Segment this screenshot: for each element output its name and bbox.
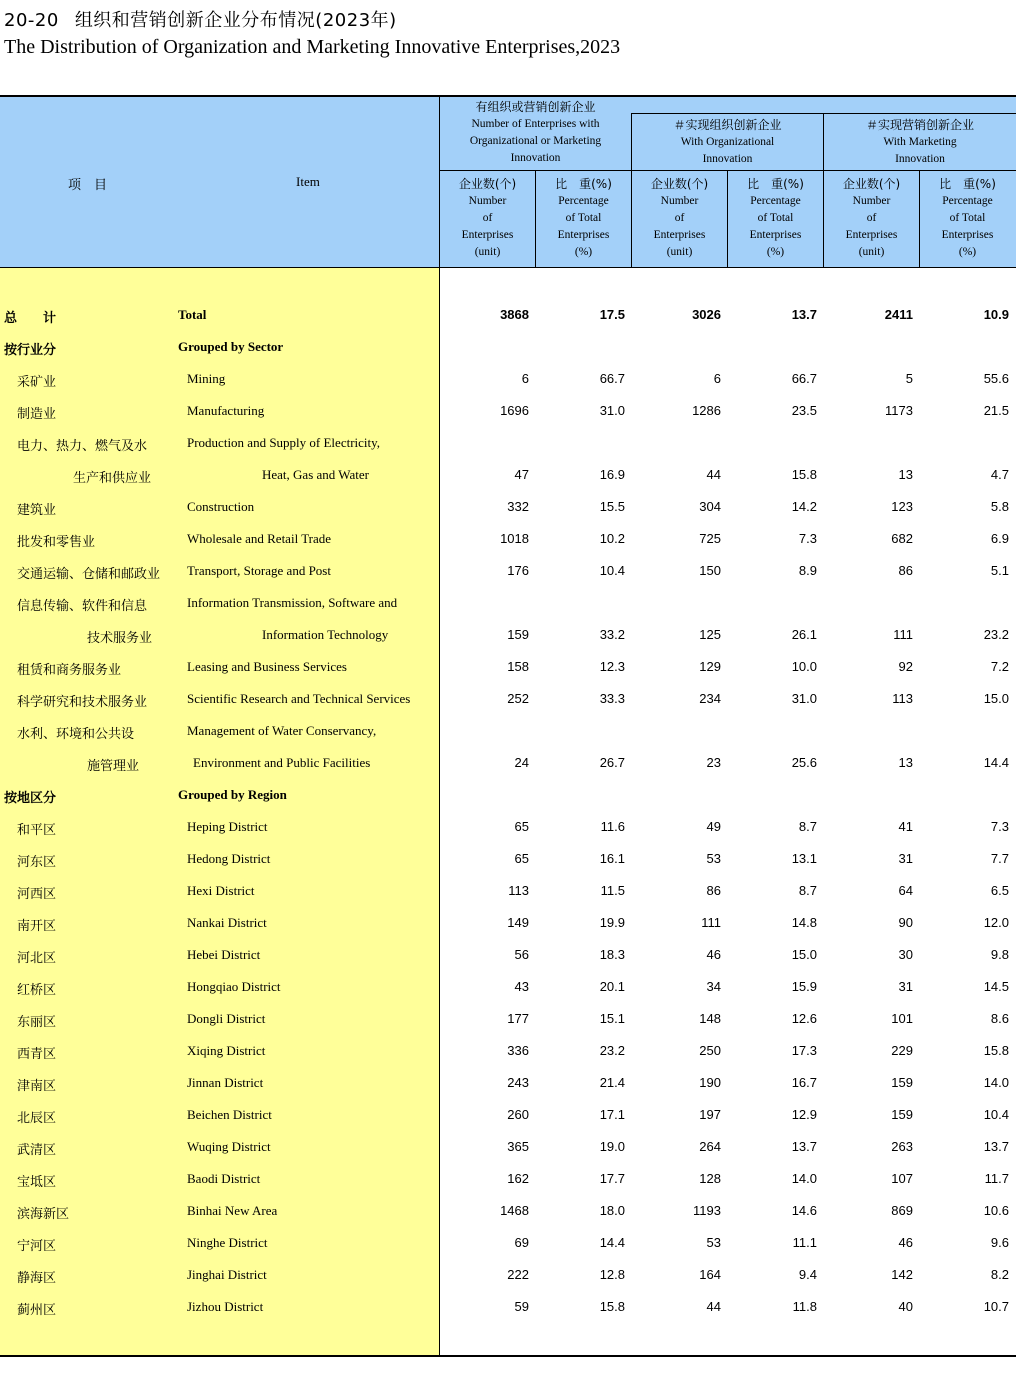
- cell-count: 31: [898, 979, 913, 994]
- cell-count: 56: [514, 947, 529, 962]
- table-row: [0, 652, 1016, 684]
- cell-count: 263: [891, 1139, 913, 1154]
- row-label-cn: 宝坻区: [17, 1175, 57, 1190]
- cell-percentage: 18.3: [599, 947, 625, 962]
- row-label-en: Dongli District: [187, 1011, 266, 1026]
- cell-percentage: 5.1: [990, 563, 1009, 578]
- cell-percentage: 13.7: [791, 307, 817, 322]
- cell-percentage: 15.8: [791, 467, 817, 482]
- cell-count: 107: [891, 1171, 913, 1186]
- cell-count: 148: [699, 1011, 721, 1026]
- row-label-en: Wuqing District: [187, 1139, 271, 1154]
- row-label-en: Construction: [187, 499, 255, 514]
- header-percentage-cell: 比 重(%) Percentage of Total Enterprises (%): [939, 177, 996, 258]
- cell-count: 53: [706, 1235, 721, 1250]
- cell-count: 1173: [885, 403, 913, 418]
- cell-count: 158: [507, 659, 529, 674]
- cell-count: 149: [507, 915, 529, 930]
- table-row: [0, 1100, 1016, 1132]
- cell-count: 1468: [500, 1203, 529, 1218]
- cell-count: 162: [507, 1171, 529, 1186]
- row-label-en: Jizhou District: [187, 1299, 264, 1314]
- cell-percentage: 33.2: [599, 627, 625, 642]
- row-label-cn: 交通运输、仓储和邮政业: [17, 567, 161, 582]
- cell-percentage: 14.8: [791, 915, 817, 930]
- cell-count: 86: [898, 563, 913, 578]
- cell-percentage: 14.4: [983, 755, 1009, 770]
- cell-percentage: 31.0: [791, 691, 817, 706]
- cell-count: 164: [699, 1267, 721, 1282]
- row-label-en: Grouped by Sector: [178, 339, 284, 354]
- cell-count: 65: [514, 851, 529, 866]
- cell-percentage: 10.4: [599, 563, 625, 578]
- cell-percentage: 14.0: [791, 1171, 817, 1186]
- cell-count: 260: [507, 1107, 529, 1122]
- row-label-en: Heping District: [187, 819, 268, 834]
- row-label-cn: 采矿业: [17, 375, 57, 390]
- row-label-cn: 南开区: [17, 919, 57, 934]
- cell-percentage: 6.9: [990, 531, 1009, 546]
- cell-count: 46: [898, 1235, 913, 1250]
- cell-count: 304: [699, 499, 721, 514]
- header-item-cn: 项 目: [68, 178, 108, 193]
- row-label-cn: 河北区: [17, 951, 57, 966]
- row-label-cn: 西青区: [17, 1047, 57, 1062]
- row-label-cn: 武清区: [17, 1143, 57, 1158]
- cell-percentage: 16.1: [599, 851, 625, 866]
- cell-count: 3868: [500, 307, 529, 322]
- row-label-cn: 津南区: [17, 1079, 57, 1094]
- cell-count: 43: [514, 979, 529, 994]
- cell-count: 125: [699, 627, 721, 642]
- row-label-cn: 施管理业: [87, 759, 140, 774]
- cell-percentage: 15.9: [791, 979, 817, 994]
- cell-percentage: 7.2: [990, 659, 1009, 674]
- row-label-en: Hongqiao District: [187, 979, 281, 994]
- row-label-en: Information Transmission, Software and: [187, 595, 398, 610]
- cell-percentage: 66.7: [791, 371, 817, 386]
- row-label-cn: 东丽区: [17, 1015, 57, 1030]
- row-label-cn: 制造业: [17, 407, 57, 422]
- cell-percentage: 4.7: [990, 467, 1009, 482]
- cell-percentage: 8.7: [798, 819, 817, 834]
- cell-percentage: 17.5: [599, 307, 625, 322]
- table-row: [0, 492, 1016, 524]
- cell-percentage: 33.3: [599, 691, 625, 706]
- cell-count: 159: [891, 1107, 913, 1122]
- row-label-cn: 科学研究和技术服务业: [17, 695, 148, 710]
- cell-percentage: 20.1: [599, 979, 625, 994]
- cell-count: 682: [891, 531, 913, 546]
- cell-percentage: 9.4: [798, 1267, 817, 1282]
- cell-percentage: 15.5: [599, 499, 625, 514]
- header-bottom-rule: [0, 267, 1016, 268]
- cell-count: 128: [699, 1171, 721, 1186]
- cell-percentage: 13.1: [791, 851, 817, 866]
- cell-count: 2411: [884, 307, 913, 322]
- cell-percentage: 10.9: [983, 307, 1009, 322]
- header-left-bg: [0, 97, 439, 267]
- cell-percentage: 16.9: [599, 467, 625, 482]
- cell-percentage: 12.0: [983, 915, 1009, 930]
- table-row: [0, 1260, 1016, 1292]
- row-label-cn: 批发和零售业: [17, 535, 96, 550]
- table-top-rule: [0, 95, 1016, 97]
- cell-count: 129: [699, 659, 721, 674]
- cell-percentage: 26.1: [791, 627, 817, 642]
- row-label-cn: 宁河区: [17, 1239, 57, 1254]
- cell-percentage: 14.2: [791, 499, 817, 514]
- row-label-en: Beichen District: [187, 1107, 272, 1122]
- cell-percentage: 10.2: [599, 531, 625, 546]
- table-row: [0, 748, 1016, 780]
- row-label-en: Heat, Gas and Water: [262, 467, 370, 482]
- cell-count: 59: [514, 1299, 529, 1314]
- table-row: [0, 876, 1016, 908]
- row-label-cn: 河东区: [17, 855, 57, 870]
- cell-count: 6: [521, 371, 529, 386]
- cell-percentage: 17.7: [599, 1171, 625, 1186]
- header-count-cell: 企业数(个) Number of Enterprises (unit): [842, 177, 901, 258]
- table-row: [0, 684, 1016, 716]
- header-group-marketing: ＃实现营销创新企业 With Marketing Innovation: [865, 118, 974, 165]
- cell-percentage: 18.0: [599, 1203, 625, 1218]
- cell-percentage: 25.6: [791, 755, 817, 770]
- row-label-cn: 租赁和商务服务业: [17, 663, 122, 678]
- cell-percentage: 13.7: [791, 1139, 817, 1154]
- cell-percentage: 19.9: [599, 915, 625, 930]
- row-label-cn: 生产和供应业: [73, 471, 152, 486]
- row-label-cn: 红桥区: [17, 983, 57, 998]
- row-label-en: Mining: [187, 371, 226, 386]
- row-label-cn: 蓟州区: [17, 1303, 57, 1318]
- row-label-en: Environment and Public Facilities: [193, 755, 371, 770]
- cell-count: 69: [514, 1235, 529, 1250]
- table-title-cn: [4, 6, 397, 32]
- cell-count: 332: [507, 499, 529, 514]
- table-row: [0, 524, 1016, 556]
- row-label-cn: 技术服务业: [87, 631, 153, 646]
- cell-percentage: 19.0: [599, 1139, 625, 1154]
- cell-count: 1018: [500, 531, 529, 546]
- row-label-cn: 河西区: [17, 887, 57, 902]
- table-row: [0, 1196, 1016, 1228]
- cell-count: 49: [706, 819, 721, 834]
- row-label-en: Baodi District: [187, 1171, 261, 1186]
- row-label-en: Total: [178, 307, 207, 322]
- table-row: [0, 1292, 1016, 1324]
- table-title-cn-text: 组织和营销创新企业分布情况(2023年): [74, 10, 397, 31]
- cell-count: 23: [706, 755, 721, 770]
- row-label-en: Xiqing District: [187, 1043, 266, 1058]
- table-row: [0, 588, 1016, 620]
- cell-count: 92: [898, 659, 913, 674]
- table-row: [0, 1036, 1016, 1068]
- table-row: [0, 1004, 1016, 1036]
- cell-percentage: 23.2: [983, 627, 1009, 642]
- table-row: [0, 1164, 1016, 1196]
- cell-count: 34: [706, 979, 721, 994]
- cell-count: 13: [898, 755, 913, 770]
- cell-percentage: 15.8: [983, 1043, 1009, 1058]
- cell-count: 336: [507, 1043, 529, 1058]
- header-item-en: Item: [296, 174, 320, 189]
- row-label-cn: 电力、热力、燃气及水: [17, 439, 148, 454]
- cell-percentage: 9.6: [990, 1235, 1009, 1250]
- cell-count: 5: [905, 371, 913, 386]
- cell-percentage: 14.5: [983, 979, 1009, 994]
- cell-count: 190: [699, 1075, 721, 1090]
- cell-count: 31: [898, 851, 913, 866]
- cell-percentage: 8.9: [798, 563, 817, 578]
- cell-count: 1696: [500, 403, 529, 418]
- cell-percentage: 23.5: [791, 403, 817, 418]
- table-row: [0, 1068, 1016, 1100]
- cell-percentage: 17.1: [599, 1107, 625, 1122]
- cell-count: 24: [514, 755, 529, 770]
- row-label-en: Production and Supply of Electricity,: [187, 435, 381, 450]
- table-row: [0, 364, 1016, 396]
- cell-percentage: 15.8: [599, 1299, 625, 1314]
- cell-count: 243: [507, 1075, 529, 1090]
- row-label-en: Binhai New Area: [187, 1203, 278, 1218]
- cell-percentage: 31.0: [599, 403, 625, 418]
- cell-percentage: 11.7: [984, 1171, 1009, 1186]
- cell-count: 150: [699, 563, 721, 578]
- cell-percentage: 8.6: [990, 1011, 1009, 1026]
- table-bottom-rule: [0, 1355, 1016, 1357]
- cell-count: 197: [699, 1107, 721, 1122]
- cell-percentage: 8.2: [990, 1267, 1009, 1282]
- row-label-cn: 按地区分: [4, 791, 57, 806]
- row-label-en: Nankai District: [187, 915, 267, 930]
- row-label-cn: 北辰区: [17, 1111, 57, 1126]
- cell-count: 176: [507, 563, 529, 578]
- cell-count: 6: [713, 371, 721, 386]
- row-label-en: Scientific Research and Technical Services: [187, 691, 411, 706]
- row-label-en: Manufacturing: [187, 403, 265, 418]
- cell-count: 177: [507, 1011, 529, 1026]
- cell-percentage: 14.4: [599, 1235, 625, 1250]
- cell-count: 1193: [693, 1203, 721, 1218]
- cell-count: 142: [891, 1267, 913, 1282]
- row-label-en: Jinghai District: [187, 1267, 267, 1282]
- cell-percentage: 13.7: [983, 1139, 1009, 1154]
- table-row: [0, 716, 1016, 748]
- cell-percentage: 10.7: [983, 1299, 1009, 1314]
- cell-percentage: 15.0: [983, 691, 1009, 706]
- table-row: [0, 908, 1016, 940]
- row-label-cn: 滨海新区: [17, 1207, 70, 1222]
- table-row: [0, 620, 1016, 652]
- cell-percentage: 26.7: [599, 755, 625, 770]
- table-row: [0, 428, 1016, 460]
- cell-count: 13: [898, 467, 913, 482]
- row-label-en: Transport, Storage and Post: [187, 563, 331, 578]
- table-row: [0, 940, 1016, 972]
- cell-count: 47: [514, 467, 529, 482]
- row-label-en: Management of Water Conservancy,: [187, 723, 377, 738]
- row-label-cn: 总 计: [4, 311, 57, 326]
- row-label-en: Jinnan District: [187, 1075, 264, 1090]
- row-label-en: Wholesale and Retail Trade: [187, 531, 332, 546]
- cell-percentage: 7.7: [990, 851, 1009, 866]
- cell-percentage: 23.2: [599, 1043, 625, 1058]
- cell-percentage: 7.3: [798, 531, 817, 546]
- row-label-en: Ninghe District: [187, 1235, 268, 1250]
- cell-count: 65: [514, 819, 529, 834]
- cell-count: 234: [699, 691, 721, 706]
- cell-count: 53: [706, 851, 721, 866]
- cell-count: 86: [706, 883, 721, 898]
- cell-percentage: 15.1: [599, 1011, 625, 1026]
- cell-percentage: 11.6: [600, 819, 625, 834]
- cell-count: 44: [706, 467, 721, 482]
- cell-percentage: 6.5: [990, 883, 1009, 898]
- cell-count: 64: [898, 883, 913, 898]
- row-label-cn: 和平区: [17, 823, 57, 838]
- table-row: [0, 556, 1016, 588]
- cell-count: 252: [507, 691, 529, 706]
- cell-percentage: 14.6: [791, 1203, 817, 1218]
- table-row: [0, 844, 1016, 876]
- cell-count: 159: [507, 627, 529, 642]
- cell-percentage: 12.3: [599, 659, 625, 674]
- cell-percentage: 17.3: [791, 1043, 817, 1058]
- cell-percentage: 66.7: [599, 371, 625, 386]
- cell-percentage: 21.5: [983, 403, 1009, 418]
- row-label-en: Grouped by Region: [178, 787, 287, 802]
- cell-count: 101: [891, 1011, 913, 1026]
- cell-count: 41: [898, 819, 913, 834]
- row-label-en: Hebei District: [187, 947, 261, 962]
- table-row: [0, 812, 1016, 844]
- table-row: [0, 1228, 1016, 1260]
- cell-count: 90: [898, 915, 913, 930]
- header-group-organizational: ＃实现组织创新企业 With Organizational Innovation: [673, 118, 782, 165]
- cell-count: 44: [706, 1299, 721, 1314]
- cell-percentage: 11.8: [792, 1299, 817, 1314]
- cell-percentage: 5.8: [990, 499, 1009, 514]
- row-label-en: Information Technology: [262, 627, 389, 642]
- row-label-cn: 建筑业: [17, 503, 57, 518]
- header-group-all: 有组织或营销创新企业 Number of Enterprises with Organizational or Marketing Innovation: [469, 100, 602, 164]
- header-count-cell: 企业数(个) Number of Enterprises (unit): [458, 177, 517, 258]
- cell-percentage: 12.6: [791, 1011, 817, 1026]
- cell-percentage: 10.6: [983, 1203, 1009, 1218]
- cell-percentage: 8.7: [798, 883, 817, 898]
- row-label-cn: 水利、环境和公共设: [17, 727, 135, 742]
- cell-percentage: 12.8: [599, 1267, 625, 1282]
- cell-count: 46: [706, 947, 721, 962]
- cell-count: 111: [701, 915, 721, 930]
- cell-count: 40: [898, 1299, 913, 1314]
- cell-count: 250: [699, 1043, 721, 1058]
- row-label-en: Leasing and Business Services: [187, 659, 347, 674]
- cell-count: 725: [699, 531, 721, 546]
- cell-percentage: 10.4: [983, 1107, 1009, 1122]
- row-label-cn: 静海区: [17, 1271, 57, 1286]
- header-count-cell: 企业数(个) Number of Enterprises (unit): [650, 177, 709, 258]
- table-row: [0, 972, 1016, 1004]
- cell-percentage: 21.4: [599, 1075, 625, 1090]
- table-number: 20-20: [4, 10, 59, 31]
- header-percentage-cell: 比 重(%) Percentage of Total Enterprises (%): [747, 177, 804, 258]
- cell-count: 159: [891, 1075, 913, 1090]
- cell-count: 1286: [692, 403, 721, 418]
- cell-percentage: 12.9: [791, 1107, 817, 1122]
- cell-percentage: 11.5: [600, 883, 625, 898]
- cell-percentage: 16.7: [791, 1075, 817, 1090]
- cell-percentage: 10.0: [791, 659, 817, 674]
- cell-percentage: 55.6: [983, 371, 1009, 386]
- table-row: [0, 1132, 1016, 1164]
- cell-count: 3026: [692, 307, 721, 322]
- table-row: [0, 780, 1016, 812]
- table-row: [0, 300, 1016, 332]
- table-title-en: The Distribution of Organization and Marketing Innovative Enterprises,2023: [4, 36, 621, 58]
- cell-percentage: 14.0: [983, 1075, 1009, 1090]
- table-row: [0, 332, 1016, 364]
- cell-count: 113: [892, 691, 913, 706]
- cell-percentage: 15.0: [791, 947, 817, 962]
- cell-count: 869: [891, 1203, 913, 1218]
- table-row: [0, 396, 1016, 428]
- cell-count: 30: [898, 947, 913, 962]
- cell-percentage: 7.3: [990, 819, 1009, 834]
- row-label-cn: 按行业分: [4, 343, 57, 358]
- row-label-en: Hexi District: [187, 883, 255, 898]
- cell-percentage: 9.8: [990, 947, 1009, 962]
- cell-count: 229: [891, 1043, 913, 1058]
- row-label-en: Hedong District: [187, 851, 271, 866]
- cell-count: 365: [507, 1139, 529, 1154]
- cell-count: 264: [699, 1139, 721, 1154]
- cell-count: 222: [507, 1267, 529, 1282]
- header-mid-rule: [440, 170, 1016, 171]
- table-row: [0, 460, 1016, 492]
- cell-percentage: 11.1: [792, 1235, 817, 1250]
- cell-count: 111: [893, 627, 913, 642]
- row-label-cn: 信息传输、软件和信息: [17, 599, 148, 614]
- cell-count: 113: [508, 883, 529, 898]
- cell-count: 123: [891, 499, 913, 514]
- header-percentage-cell: 比 重(%) Percentage of Total Enterprises (%): [555, 177, 612, 258]
